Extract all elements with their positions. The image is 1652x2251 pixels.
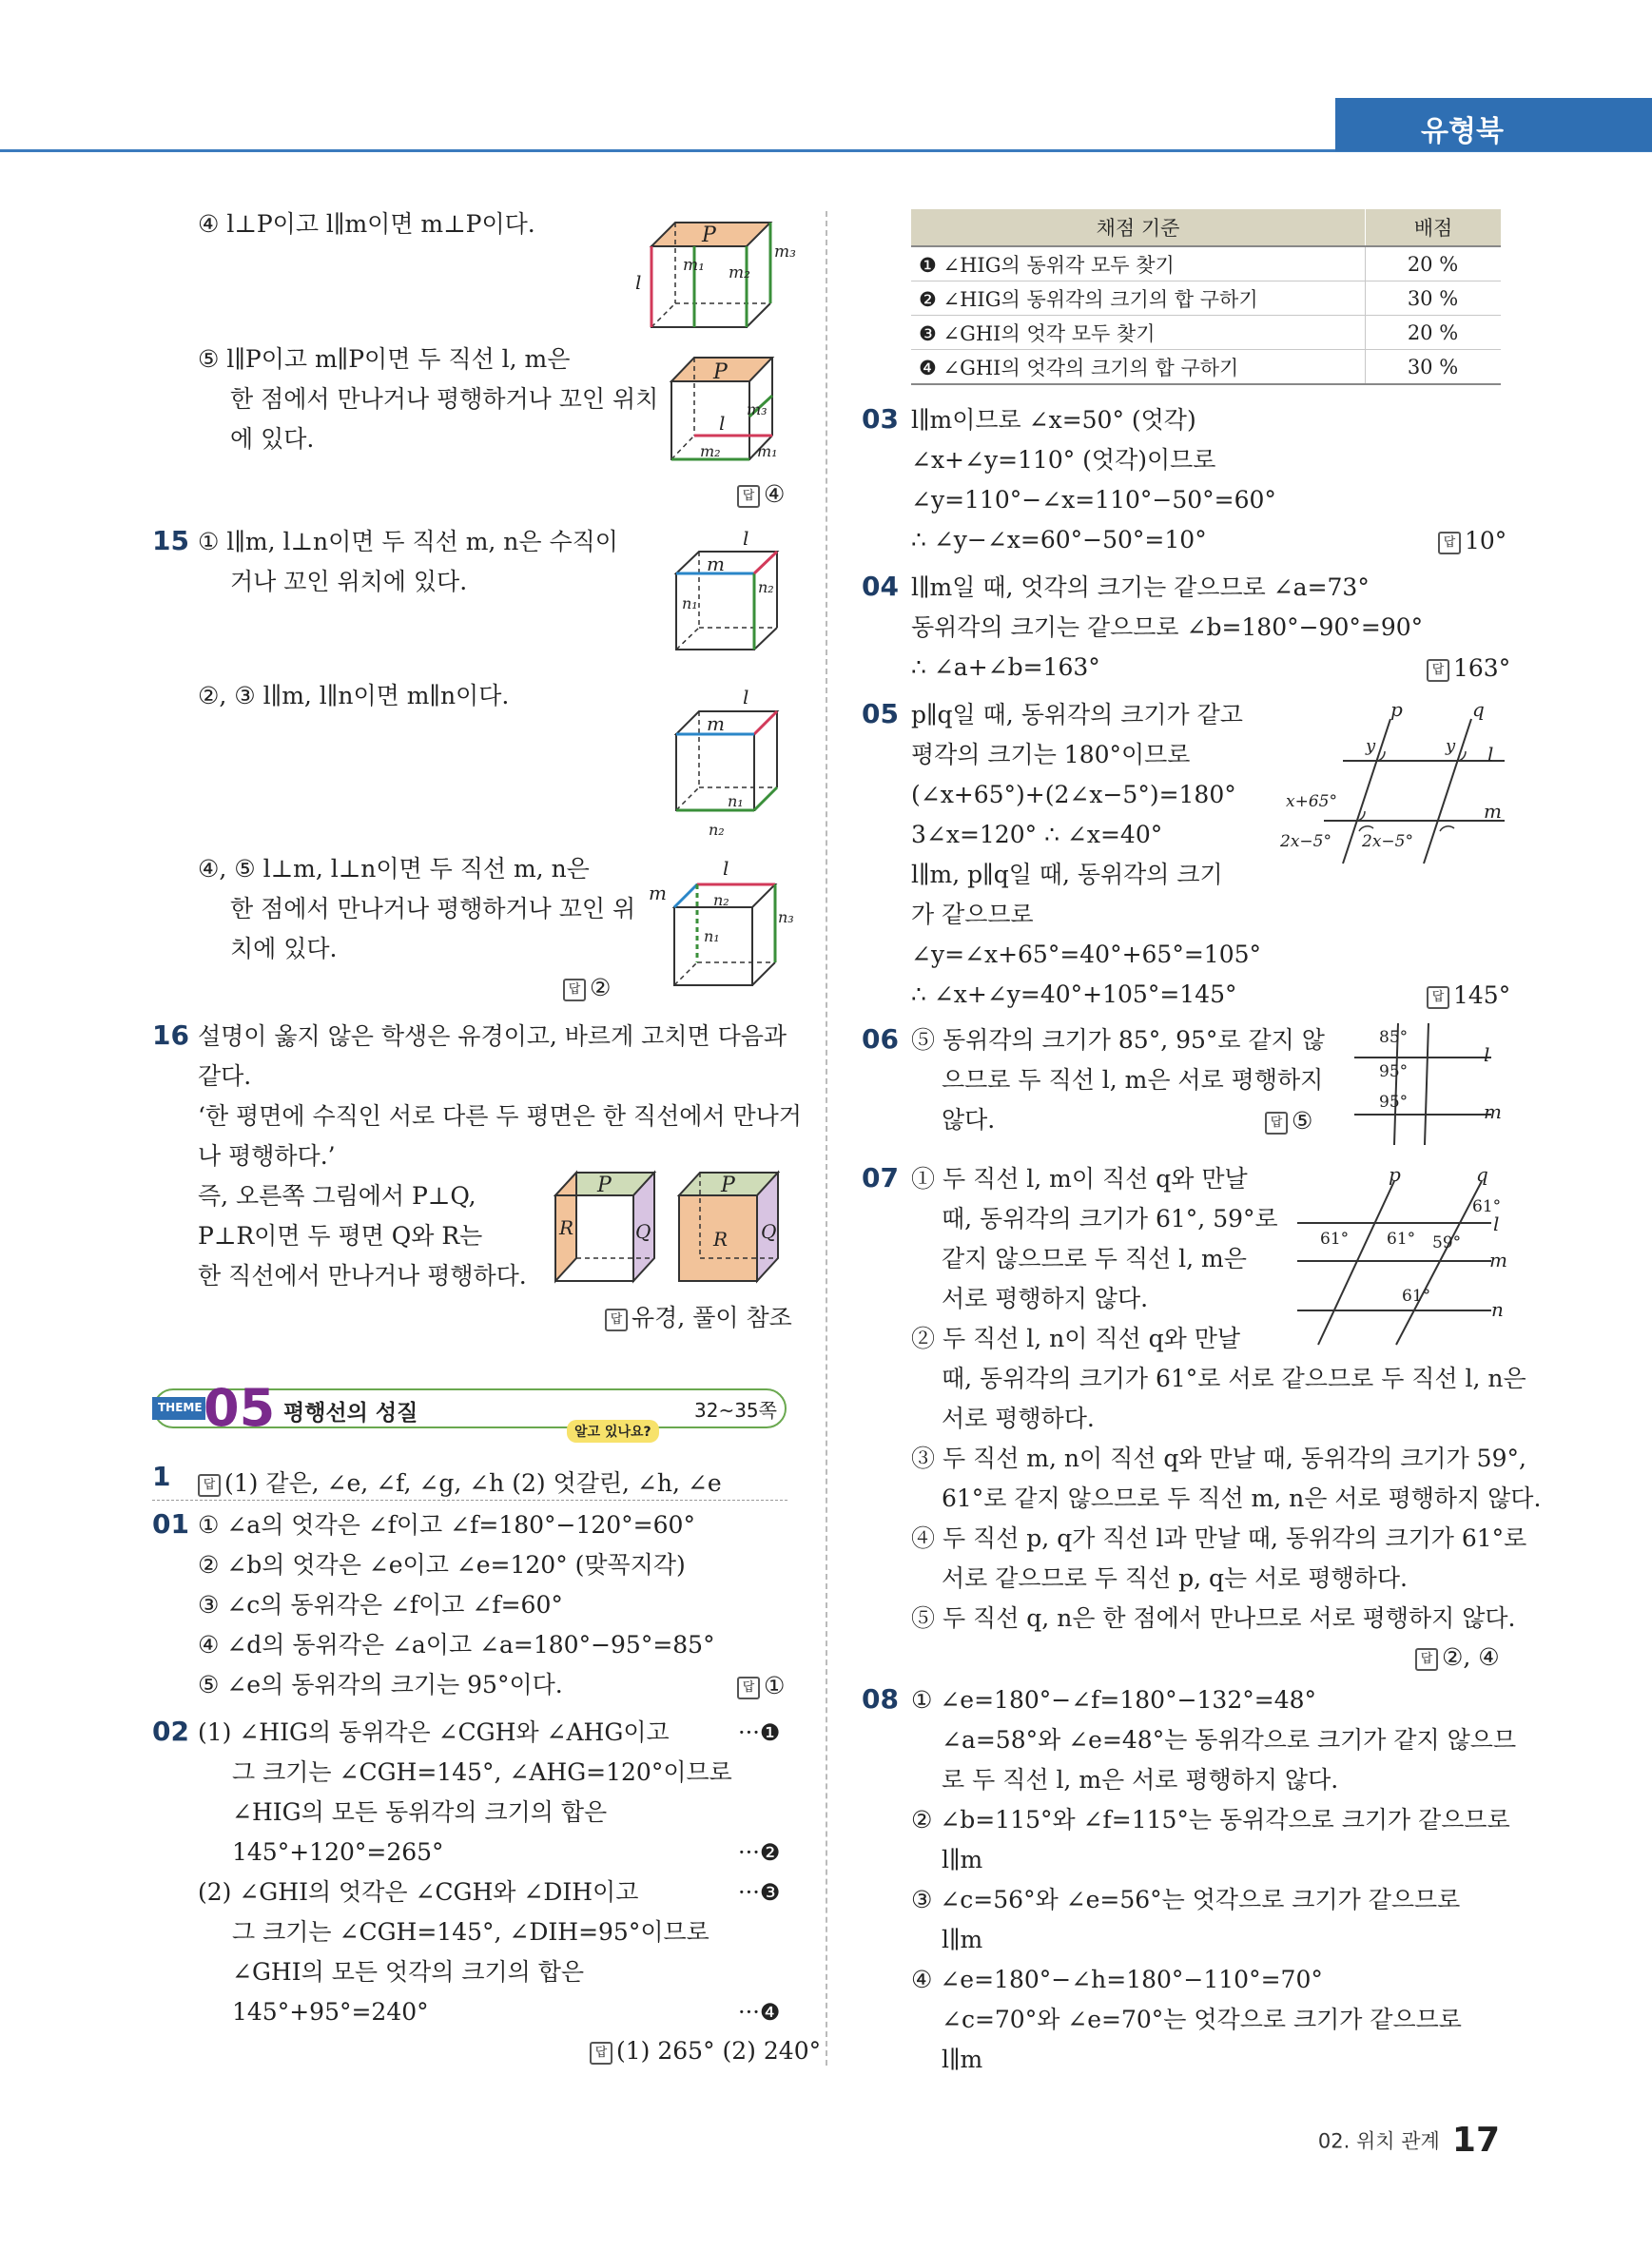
q05-line-3: (∠x+65°)+(2∠x−5°)=180° [911,781,1236,808]
q07-line-9: 61°로 같지 않으므로 두 직선 m, n은 서로 평행하지 않다. [942,1484,1542,1512]
q08-line-9: ∠c=70°와 ∠e=70°는 엇각으로 크기가 같으므로 [942,2006,1462,2033]
scoring-header-points: 배점 [1366,209,1502,246]
q02-answer: 답 (1) 265° (2) 240° [590,2037,821,2065]
svg-text:n₃: n₃ [778,908,794,926]
theme-pages: 32~35쪽 [694,1399,777,1422]
q08-line-7: l∥m [942,1926,983,1953]
q08-line-3: 로 두 직선 l, m은 서로 평행하지 않다. [942,1766,1339,1794]
theme-number: 05 [204,1378,276,1438]
svg-text:59°: 59° [1432,1233,1462,1252]
svg-text:61°: 61° [1472,1197,1502,1216]
q15-line-a2: 거나 꼬인 위치에 있다. [230,568,468,595]
table-row: ❹ ∠GHI의 엇각의 크기의 합 구하기 30 % [911,350,1501,385]
q03-line-4: ∴ ∠y−∠x=60°−50°=10° [911,526,1207,553]
q1-separator [152,1500,787,1501]
svg-text:n₁: n₁ [704,927,720,945]
q03-answer: 답 10° [1438,527,1506,554]
fig-label-P: P [702,223,716,247]
svg-text:n₂: n₂ [713,891,729,909]
q07-line-12: ⑤ 두 직선 q, n은 한 점에서 만나므로 서로 평행하지 않다. [911,1604,1516,1632]
q14-line-4: ④ l⊥P이고 l∥m이면 m⊥P이다. [198,210,535,238]
q02-step-1: ···❶ [738,1719,781,1746]
q05-line-8: ∴ ∠x+∠y=40°+105°=145° [911,980,1237,1008]
q01-line-2: ② ∠b의 엇각은 ∠e이고 ∠e=120° (맞꼭지각) [198,1551,686,1579]
q01-line-4: ④ ∠d의 동위각은 ∠a이고 ∠a=180°−95°=85° [198,1631,715,1659]
q08-line-10: l∥m [942,2046,983,2073]
q04-line-1: l∥m일 때, 엇각의 크기는 같으므로 ∠a=73° [911,573,1370,601]
q16-line-6: P⊥R이면 두 평면 Q와 R는 [198,1222,483,1250]
q06-answer: 답 ⑤ [1265,1107,1312,1135]
svg-text:m₁: m₁ [757,442,778,460]
svg-text:y: y [1366,736,1376,756]
table-row: ❸ ∠GHI의 엇각 모두 찾기 20 % [911,316,1501,350]
q06-number: 06 [862,1023,899,1055]
q06-line-3: 않다. [942,1106,996,1134]
q05-line-4: 3∠x=120° ∴ ∠x=40° [911,821,1163,848]
q05-line-2: 평각의 크기는 180°이므로 [911,741,1191,768]
q08-line-4: ② ∠b=115°와 ∠f=115°는 동위각으로 크기가 같으므로 [911,1806,1510,1834]
svg-text:l: l [743,686,749,708]
svg-text:q: q [1472,698,1485,721]
svg-text:95°: 95° [1379,1093,1409,1112]
q15-answer: 답 ② [563,974,611,1001]
q16-line-2: 같다. [198,1062,252,1090]
svg-text:61°: 61° [1387,1230,1416,1249]
svg-text:m: m [707,553,725,575]
q08-line-5: l∥m [942,1846,983,1873]
page-number: 17 [1451,2121,1500,2160]
q15-line-b1: ②, ③ l∥m, l∥n이면 m∥n이다. [198,682,510,709]
svg-text:P: P [721,1174,735,1197]
q07-parallel-figure [1292,1163,1512,1349]
q02-step-4: ···❹ [738,1999,781,2026]
svg-text:m: m [707,712,725,735]
svg-text:61°: 61° [1402,1287,1431,1306]
q15-cube-figure-1 [671,528,794,656]
svg-text:R: R [713,1228,729,1251]
q05-parallel-figure [1280,698,1514,868]
q15-line-a1: ① l∥m, l⊥n이면 두 직선 m, n은 수직이 [198,528,618,555]
section-tab [1335,98,1652,151]
svg-text:y: y [1446,736,1456,756]
q16-line-3: ‘한 평면에 수직인 서로 다른 두 평면은 한 직선에서 만나거 [198,1102,802,1130]
q02-line-8: 145°+95°=240° [232,1998,429,2026]
q02-line-5: (2) ∠GHI의 엇각은 ∠CGH와 ∠DIH이고 [198,1878,639,1906]
q07-line-5: ② 두 직선 l, n이 직선 q와 만날 [911,1325,1241,1352]
svg-text:m₂: m₂ [700,442,721,460]
q06-line-2: 으므로 두 직선 l, m은 서로 평행하지 [942,1066,1324,1094]
svg-text:Q: Q [635,1220,651,1243]
q02-line-7: ∠GHI의 모든 엇각의 크기의 합은 [232,1958,585,1986]
q15-line-c3: 치에 있다. [230,935,338,962]
svg-text:l: l [743,527,749,550]
svg-text:x+65°: x+65° [1286,792,1337,811]
q07-line-11: 서로 같으므로 두 직선 p, q는 서로 평행하다. [942,1564,1408,1592]
q01-line-1: ① ∠a의 엇각은 ∠f이고 ∠f=180°−120°=60° [198,1511,695,1539]
q04-answer: 답 163° [1427,654,1510,682]
q06-parallel-figure [1349,1019,1510,1148]
svg-text:P: P [597,1174,612,1197]
q07-line-3: 같지 않으므로 두 직선 l, m은 [942,1245,1247,1272]
q15-line-c1: ④, ⑤ l⊥m, l⊥n이면 두 직선 m, n은 [198,855,590,883]
q03-line-3: ∠y=110°−∠x=110°−50°=60° [911,486,1276,514]
svg-text:m₃: m₃ [747,400,768,418]
q02-number: 02 [152,1716,189,1747]
q15-line-c2: 한 점에서 만나거나 평행하거나 꼬인 위 [230,895,636,922]
q07-line-6: 때, 동위각의 크기가 61°로 서로 같으므로 두 직선 l, n은 [942,1365,1526,1392]
q16-number: 16 [152,1019,189,1051]
svg-text:l: l [1487,743,1494,766]
q07-line-1: ① 두 직선 l, m이 직선 q와 만날 [911,1165,1248,1193]
q16-line-7: 한 직선에서 만나거나 평행하다. [198,1262,527,1290]
q03-number: 03 [862,403,899,435]
svg-text:2x−5°: 2x−5° [1280,832,1331,851]
q16-planes-figure [550,1168,797,1291]
svg-text:n₁: n₁ [728,792,744,810]
q08-line-8: ④ ∠e=180°−∠h=180°−110°=70° [911,1966,1323,1993]
q14-line-5c: 에 있다. [230,425,315,453]
svg-text:m: m [1484,1100,1502,1123]
svg-text:m: m [1489,1249,1507,1271]
scoring-table [911,209,1501,385]
q07-number: 07 [862,1162,899,1193]
svg-text:61°: 61° [1320,1230,1350,1249]
q05-line-5: l∥m, p∥q일 때, 동위각의 크기 [911,861,1223,888]
q15-cube-figure-3 [645,856,797,999]
svg-text:n₁: n₁ [682,594,698,612]
fig-label-m3: m₃ [774,243,796,262]
table-row: ❶ ∠HIG의 동위각 모두 찾기 20 % [911,246,1501,281]
q16-line-5: 즉, 오른쪽 그림에서 P⊥Q, [198,1182,476,1210]
q02-line-4: 145°+120°=265° [232,1838,444,1866]
svg-text:Q: Q [761,1220,777,1243]
q08-number: 08 [862,1683,899,1715]
q05-line-1: p∥q일 때, 동위각의 크기가 같고 [911,701,1243,728]
q1-answer: 답 (1) 같은, ∠e, ∠f, ∠g, ∠h (2) 엇갈린, ∠h, ∠e [198,1465,722,1499]
svg-text:m: m [649,882,667,904]
q02-step-2: ···❷ [738,1839,781,1866]
svg-text:2x−5°: 2x−5° [1362,832,1413,851]
fig-label-m1: m₁ [683,256,705,275]
table-row: ❷ ∠HIG의 동위각의 크기의 합 구하기 30 % [911,281,1501,316]
svg-text:l: l [1493,1213,1500,1235]
svg-text:P: P [713,360,728,384]
q05-line-7: ∠y=∠x+65°=40°+65°=105° [911,941,1262,968]
q07-line-8: ③ 두 직선 m, n이 직선 q와 만날 때, 동위각의 크기가 59°, [911,1445,1526,1472]
q16-answer: 답 유경, 풀이 참조 [605,1299,792,1333]
q05-line-6: 가 같으므로 [911,901,1034,928]
q05-answer: 답 145° [1427,981,1510,1009]
page-footer [1318,2121,1500,2160]
q08-line-1: ① ∠e=180°−∠f=180°−132°=48° [911,1686,1317,1714]
svg-text:n: n [1491,1298,1504,1321]
q14-answer: 답 ④ [737,480,785,508]
svg-text:n₂: n₂ [709,821,725,839]
q01-line-3: ③ ∠c의 동위각은 ∠f이고 ∠f=60° [198,1591,563,1619]
theme-badge: THEME [158,1401,203,1414]
q14-cube-figure-2 [666,350,789,469]
svg-text:q: q [1476,1163,1488,1186]
svg-text:m: m [1484,800,1502,823]
q15-cube-figure-2 [671,685,794,846]
fig-label-l: l [635,271,642,294]
q16-line-4: 나 평행하다.’ [198,1142,336,1170]
q07-line-4: 서로 평행하지 않다. [942,1285,1149,1312]
svg-text:p: p [1389,1163,1401,1186]
q02-line-1: (1) ∠HIG의 동위각은 ∠CGH와 ∠AHG이고 [198,1718,670,1746]
q03-line-2: ∠x+∠y=110° (엇각)이므로 [911,446,1216,474]
theme-banner [152,1378,789,1440]
q04-line-3: ∴ ∠a+∠b=163° [911,653,1100,681]
q07-line-10: ④ 두 직선 p, q가 직선 l과 만날 때, 동위각의 크기가 61°로 [911,1524,1527,1552]
q15-number: 15 [152,525,189,556]
q07-answer: 답 ②, ④ [1415,1643,1500,1671]
footer-chapter: 02. 위치 관계 [1317,2129,1440,2153]
svg-text:85°: 85° [1379,1028,1409,1047]
q14-line-5a: ⑤ l∥P이고 m∥P이면 두 직선 l, m은 [198,345,571,373]
scoring-header-criteria: 채점 기준 [911,209,1366,246]
svg-text:n₂: n₂ [758,578,774,596]
q16-line-1: 설명이 옳지 않은 학생은 유경이고, 바르게 고치면 다음과 [198,1022,787,1050]
q02-line-6: 그 크기는 ∠CGH=145°, ∠DIH=95°이므로 [232,1918,709,1946]
q14-cube-figure-1 [635,211,799,335]
svg-text:l: l [723,857,729,880]
q04-number: 04 [862,571,899,602]
q08-line-2: ∠a=58°와 ∠e=48°는 동위각으로 크기가 같지 않으므 [942,1726,1517,1754]
svg-text:95°: 95° [1379,1062,1409,1081]
q07-line-2: 때, 동위각의 크기가 61°, 59°로 [942,1205,1278,1232]
q1-number: 1 [152,1461,171,1492]
column-divider [826,211,827,2066]
svg-text:R: R [559,1216,574,1239]
q02-line-3: ∠HIG의 모든 동위각의 크기의 합은 [232,1798,608,1826]
theme-tag: 알고 있나요? [567,1420,659,1443]
q06-line-1: ⑤ 동위각의 크기가 85°, 95°로 같지 않 [911,1026,1325,1054]
q01-number: 01 [152,1508,189,1540]
q03-line-1: l∥m이므로 ∠x=50° (엇각) [911,406,1196,434]
q14-line-5b: 한 점에서 만나거나 평행하거나 꼬인 위치 [230,385,659,413]
q07-line-7: 서로 평행하다. [942,1405,1095,1432]
svg-text:l: l [719,412,726,435]
q08-line-6: ③ ∠c=56°와 ∠e=56°는 엇각으로 크기가 같으므로 [911,1886,1461,1913]
svg-text:p: p [1390,698,1403,721]
q01-line-5: ⑤ ∠e의 동위각의 크기는 95°이다. [198,1671,563,1698]
theme-title: 평행선의 성질 [283,1401,418,1426]
q04-line-2: 동위각의 크기는 같으므로 ∠b=180°−90°=90° [911,613,1424,641]
q01-answer: 답 ① [737,1672,785,1699]
section-tab-label: 유형북 [1421,115,1504,148]
svg-text:l: l [1484,1043,1490,1066]
q02-line-2: 그 크기는 ∠CGH=145°, ∠AHG=120°이므로 [232,1758,732,1786]
q02-step-3: ···❸ [738,1879,781,1906]
fig-label-m2: m₂ [729,263,750,282]
q05-number: 05 [862,698,899,729]
